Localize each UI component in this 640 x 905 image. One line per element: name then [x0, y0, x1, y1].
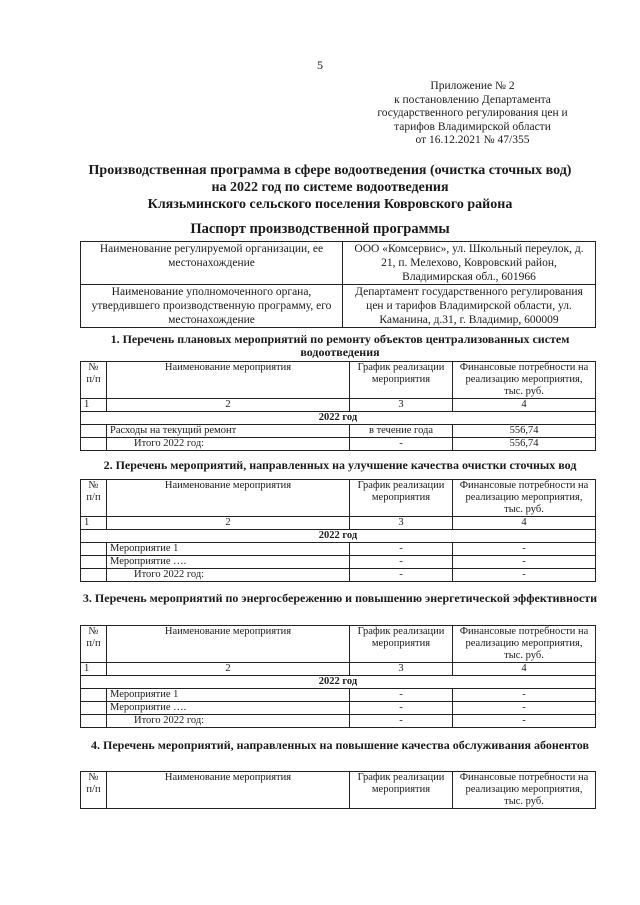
index-cell: 2	[107, 517, 350, 530]
section-3-table	[80, 625, 596, 728]
appendix-line: к постановлению Департамента	[394, 93, 551, 106]
index-cell: 4	[453, 399, 596, 412]
row-schedule: в течение года	[350, 425, 453, 438]
row-num	[81, 569, 107, 582]
table-header-row	[81, 772, 596, 809]
row-name: Мероприятие ….	[107, 556, 350, 569]
total-row	[81, 569, 596, 582]
section-4-title: 4. Перечень мероприятий, направленных на повышение качества обслуживания абонентов	[91, 738, 589, 752]
header-num: № п/п	[81, 480, 107, 517]
header-finance: Финансовые потребности на реализацию мероприятия, тыс. руб.	[453, 362, 596, 399]
header-name: Наименование мероприятия	[107, 626, 350, 663]
table-header-row	[81, 626, 596, 663]
total-label: Итого 2022 год:	[134, 438, 205, 449]
header-schedule: График реализации мероприятия	[350, 772, 453, 809]
passport-heading: Паспорт производственной программы	[190, 221, 450, 237]
appendix-line: тарифов Владимирской области	[394, 120, 551, 133]
passport-label: Наименование регулируемой организации, ее местонахождение	[81, 242, 343, 285]
row-schedule: -	[350, 556, 453, 569]
index-cell: 3	[350, 663, 453, 676]
index-cell: 3	[350, 517, 453, 530]
total-label: Итого 2022 год:	[134, 569, 205, 580]
title-line: Производственная программа в сфере водоотведения (очистка сточных вод)	[88, 163, 572, 178]
passport-label: Наименование уполномоченного органа, утвердившего производственную программу, его местонахождение	[81, 285, 343, 328]
passport-row	[81, 285, 596, 328]
index-row	[81, 399, 596, 412]
table-header-row	[81, 480, 596, 517]
table-row	[81, 702, 596, 715]
total-row	[81, 438, 596, 451]
row-finance: -	[453, 543, 596, 556]
index-cell: 4	[453, 517, 596, 530]
index-cell: 3	[350, 399, 453, 412]
row-name: Расходы на текущий ремонт	[107, 425, 350, 438]
section-2-table	[80, 479, 596, 582]
row-num	[81, 556, 107, 569]
page-number: 5	[317, 58, 323, 72]
row-name	[107, 715, 350, 728]
index-cell: 1	[81, 663, 107, 676]
table-row	[81, 425, 596, 438]
appendix-line: от 16.12.2021 № 47/355	[415, 134, 530, 146]
header-finance: Финансовые потребности на реализацию мероприятия, тыс. руб.	[453, 480, 596, 517]
header-schedule: График реализации мероприятия	[350, 480, 453, 517]
index-cell: 1	[81, 517, 107, 530]
appendix-block	[360, 80, 585, 148]
row-schedule: -	[350, 702, 453, 715]
row-finance: -	[453, 702, 596, 715]
row-name	[107, 569, 350, 582]
header-finance: Финансовые потребности на реализацию мероприятия, тыс. руб.	[453, 772, 596, 809]
row-name: Мероприятие 1	[107, 543, 350, 556]
total-label: Итого 2022 год:	[134, 715, 205, 726]
total-row	[81, 715, 596, 728]
year-row	[81, 412, 596, 425]
header-schedule: График реализации мероприятия	[350, 626, 453, 663]
header-num: № п/п	[81, 772, 107, 809]
index-row	[81, 663, 596, 676]
table-row	[81, 556, 596, 569]
row-schedule: -	[350, 438, 453, 451]
header-num: № п/п	[81, 362, 107, 399]
row-num	[81, 543, 107, 556]
year-label: 2022 год	[81, 412, 596, 425]
header-num: № п/п	[81, 626, 107, 663]
document-title	[70, 162, 590, 213]
year-label: 2022 год	[81, 676, 596, 689]
header-name: Наименование мероприятия	[107, 480, 350, 517]
row-schedule: -	[350, 543, 453, 556]
year-row	[81, 530, 596, 543]
appendix-line: государственного регулирования цен и	[377, 107, 568, 119]
passport-table	[80, 241, 596, 328]
row-num	[81, 715, 107, 728]
row-name: Мероприятие 1	[107, 689, 350, 702]
row-num	[81, 689, 107, 702]
appendix-line: Приложение № 2	[430, 80, 515, 92]
row-finance: -	[453, 569, 596, 582]
row-schedule: -	[350, 689, 453, 702]
header-schedule: График реализации мероприятия	[350, 362, 453, 399]
passport-row	[81, 242, 596, 285]
year-row	[81, 676, 596, 689]
row-schedule: -	[350, 569, 453, 582]
row-finance: 556,74	[453, 425, 596, 438]
row-finance: 556,74	[453, 438, 596, 451]
year-label: 2022 год	[81, 530, 596, 543]
row-finance: -	[453, 556, 596, 569]
index-cell: 1	[81, 399, 107, 412]
row-name: Мероприятие ….	[107, 702, 350, 715]
header-name: Наименование мероприятия	[107, 772, 350, 809]
index-row	[81, 517, 596, 530]
header-finance: Финансовые потребности на реализацию мероприятия, тыс. руб.	[453, 626, 596, 663]
table-header-row	[81, 362, 596, 399]
row-finance: -	[453, 689, 596, 702]
header-name: Наименование мероприятия	[107, 362, 350, 399]
section-4-table	[80, 771, 596, 809]
section-3-title: 3. Перечень мероприятий по энергосбережению и повышению энергетической эффективности	[82, 591, 598, 605]
passport-value: ООО «Комсервис», ул. Школьный переулок, д. 21, п. Мелехово, Ковровский район, Владимирская обл., 601966	[343, 242, 596, 285]
title-line: на 2022 год по системе водоотведения	[211, 180, 449, 195]
section-2-title: 2. Перечень мероприятий, направленных на улучшение качества очистки сточных вод	[103, 458, 577, 472]
row-num	[81, 438, 107, 451]
section-1-table	[80, 361, 596, 451]
row-num	[81, 702, 107, 715]
table-row	[81, 689, 596, 702]
index-cell: 2	[107, 663, 350, 676]
title-line: Клязьминского сельского поселения Ковровского района	[147, 197, 513, 212]
index-cell: 2	[107, 399, 350, 412]
row-schedule: -	[350, 715, 453, 728]
row-finance: -	[453, 715, 596, 728]
index-cell: 4	[453, 663, 596, 676]
row-name	[107, 438, 350, 451]
table-row	[81, 543, 596, 556]
passport-value: Департамент государственного регулирования цен и тарифов Владимирской области, ул. Каманина, д.31, г. Владимир, 600009	[343, 285, 596, 328]
row-num	[81, 425, 107, 438]
section-1-title: 1. Перечень плановых мероприятий по ремонту объектов централизованных систем водоотведения	[110, 332, 570, 359]
